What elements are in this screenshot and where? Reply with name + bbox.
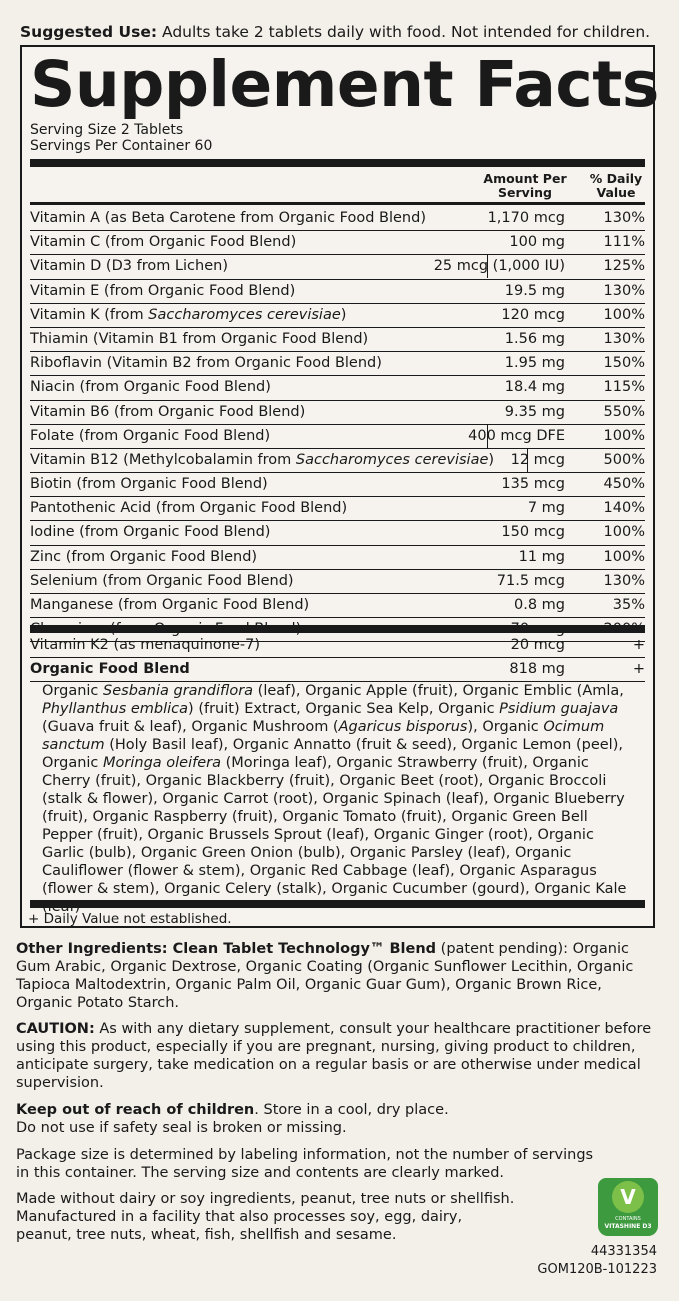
nutrient-amount: 9.35 mg <box>504 403 565 420</box>
nutrient-dv: 550% <box>603 403 645 420</box>
nutrient-table <box>30 207 645 642</box>
keep-out-of-reach <box>16 1101 656 1137</box>
additional-rows <box>30 634 645 682</box>
header-divider <box>30 202 645 205</box>
nutrient-name: Vitamin B12 (Methylcobalamin from Saccharomyces cerevisiae) <box>30 451 495 468</box>
nutrient-dv: 100% <box>603 427 645 444</box>
nutrient-dv: 125% <box>603 258 645 275</box>
nutrient-amount: 1.95 mg <box>504 355 565 372</box>
nutrient-amount: 19.5 mg <box>504 282 565 299</box>
header-dv-line1: % Daily <box>589 171 643 186</box>
other-ingredients <box>16 940 656 1012</box>
nutrient-name: Vitamin D (D3 from Lichen) <box>30 258 228 275</box>
food-blend-ingredients: Organic Sesbania grandiflora (leaf), Organic Apple (fruit), Organic Emblic (Amla, Phyllanthus emblica) (fruit) Extract, Organic Sea Kelp, Organic Psidium guajava (Guava fruit & leaf), Organic Mushroom (Agaricus bisporus), Organic Ocimum sanctum (Holy Basil leaf), Organic Annatto (fruit & seed), Organic Lemon (peel), Organic Moringa oleifera (Moringa leaf), Organic Strawberry (fruit), Organic Cherry (fruit), Organic Blackberry (fruit), Organic Beet (root), Organic Broccoli (stalk & flower), Organic Carrot (root), Organic Spinach (leaf), Organic Blueberry (fruit), Organic Raspberry (fruit), Organic Tomato (fruit), Organic Green Bell Pepper (fruit), Organic Brussels Sprout (leaf), Organic Ginger (root), Organic Garlic (bulb), Organic Green Onion (bulb), Organic Parsley (leaf), Organic Cauliflower (flower & stem), Organic Red Cabbage (leaf), Organic Asparagus (flower & stem), Organic Celery (stalk), Organic Cucumber (gourd), Organic Kale <box>42 683 627 897</box>
header-daily-value <box>585 172 647 200</box>
caution-label: CAUTION: <box>16 1021 95 1037</box>
nutrient-row <box>30 425 645 449</box>
nutrient-name: Vitamin K (from Saccharomyces cerevisiae) <box>30 306 347 323</box>
package-note: Package size is determined by labeling information, not the number of servings in this container. The serving size and contents are clearly marked. <box>16 1147 594 1181</box>
keep-out-label: Keep out of reach of children <box>16 1102 255 1118</box>
nutrient-amount: 71.5 mcg <box>496 572 565 589</box>
caution <box>16 1020 656 1092</box>
nutrient-row <box>30 401 645 425</box>
thick-divider <box>30 159 645 167</box>
nutrient-name: Zinc (from Organic Food Blend) <box>30 548 258 565</box>
nutrient-amount: 120 mcg <box>501 306 565 323</box>
nutrient-name: Vitamin K2 (as menaquinone-7) <box>30 637 261 653</box>
suggested-use-label: Suggested Use: <box>20 23 158 41</box>
nutrient-row <box>30 449 645 473</box>
suggested-use-text: Adults take 2 tablets daily with food. Not intended for children. <box>157 23 651 41</box>
servings-per-container: Servings Per Container 60 <box>30 138 213 154</box>
nutrient-row <box>30 280 645 304</box>
nutrient-name: Selenium (from Organic Food Blend) <box>30 572 294 589</box>
caution-text: As with any dietary supplement, consult your healthcare practitioner before using this product, especially if you are pregnant, nursing, giving product to children, anticipate surgery, take medication on a regular basis or are otherwise under medical supervision. <box>16 1021 652 1091</box>
product-codes <box>537 1243 657 1279</box>
nutrient-amount: 20 mcg <box>510 637 565 653</box>
upc-code: 44331354 <box>590 1244 657 1259</box>
nutrient-amount: 1,170 mcg <box>487 210 565 226</box>
nutrient-name: Biotin (from Organic Food Blend) <box>30 476 268 493</box>
suggested-use <box>20 22 670 42</box>
nutrient-dv: + <box>632 637 645 653</box>
nutrient-name: Riboflavin (Vitamin B2 from Organic Food Blend) <box>30 355 382 372</box>
nutrient-dv: 35% <box>612 597 645 613</box>
header-amount-line1: Amount Per <box>483 171 567 186</box>
supplement-facts-panel <box>20 45 659 928</box>
nutrient-row <box>30 497 645 521</box>
nutrient-row <box>30 473 645 497</box>
nutrient-row <box>30 521 645 545</box>
nutrient-row <box>30 207 645 231</box>
nutrient-name: Vitamin B6 (from Organic Food Blend) <box>30 403 306 420</box>
nutrient-amount: 1.56 mg <box>504 330 565 347</box>
nutrient-name: Folate (from Organic Food Blend) <box>30 427 271 444</box>
nutrient-row <box>30 231 645 255</box>
nutrient-amount: 0.8 mg <box>514 597 565 613</box>
serving-size: Serving Size 2 Tablets <box>30 122 184 138</box>
allergen-note: Made without dairy or soy ingredients, peanut, tree nuts or shellfish. Manufactured in a facility that also processes soy, egg, dairy, peanut, tree nuts, wheat, fish, shellfish and sesame. <box>16 1191 515 1243</box>
thick-divider-3 <box>30 900 645 908</box>
serving-info <box>30 122 212 154</box>
nutrient-dv: + <box>632 661 645 678</box>
nutrient-dv: 140% <box>603 500 645 517</box>
nutrient-name: Vitamin C (from Organic Food Blend) <box>30 234 297 251</box>
nutrient-row <box>30 546 645 570</box>
nutrient-name: Thiamin (Vitamin B1 from Organic Food Blend) <box>30 330 369 347</box>
nutrient-name: Organic Food Blend <box>30 661 190 678</box>
nutrient-amount: 818 mg <box>509 661 565 678</box>
nutrient-amount: 150 mcg <box>501 524 565 541</box>
nutrient-row <box>30 255 645 279</box>
nutrient-amount: 400 mcg DFE <box>468 427 565 444</box>
nutrient-amount: 7 mg <box>527 500 565 517</box>
nutrient-row <box>30 376 645 400</box>
nutrient-dv: 150% <box>603 355 645 372</box>
nutrient-dv: 130% <box>603 330 645 347</box>
nutrient-dv: 130% <box>603 210 645 226</box>
nutrient-dv: 100% <box>603 524 645 541</box>
safety-seal-text: Do not use if safety seal is broken or missing. <box>16 1120 347 1136</box>
nutrient-row <box>30 304 645 328</box>
nutrient-dv: 450% <box>603 476 645 493</box>
nutrient-row <box>30 352 645 376</box>
nutrient-dv: 130% <box>603 282 645 299</box>
keep-out-text: . Store in a cool, dry place. <box>254 1102 449 1118</box>
header-dv-line2: Value <box>596 185 636 200</box>
lot-code: GOM120B-101223 <box>537 1262 657 1277</box>
vitashine-badge <box>598 1178 658 1236</box>
thick-divider-2 <box>30 625 645 633</box>
nutrient-row <box>30 570 645 594</box>
nutrient-name: Niacin (from Organic Food Blend) <box>30 379 271 396</box>
header-amount-line2: Serving <box>498 185 552 200</box>
header-amount <box>465 172 585 200</box>
nutrient-dv: 115% <box>603 379 645 396</box>
other-ingredients-text: (patent pending): Organic Gum Arabic, Organic Dextrose, Organic Coating (Organic Sunflower Lecithin, Organic Tapioca Maltodextrin, Organic Palm Oil, Organic Guar Gum), Organic Brown Rice, Organic Potato Starch. <box>16 941 634 1011</box>
nutrient-dv: 500% <box>603 451 645 468</box>
badge-line2: VITASHINE D3 <box>604 1223 652 1230</box>
nutrient-row <box>30 594 645 618</box>
nutrient-name: Vitamin E (from Organic Food Blend) <box>30 282 296 299</box>
nutrient-amount: 25 mcg (1,000 IU) <box>433 258 565 275</box>
nutrient-name: Iodine (from Organic Food Blend) <box>30 524 271 541</box>
nutrient-name: Vitamin A (as Beta Carotene from Organic Food Blend) <box>30 210 426 226</box>
other-ingredients-label: Other Ingredients: Clean Tablet Technology™ Blend <box>16 941 437 957</box>
badge-letter: V <box>620 1185 636 1209</box>
nutrient-dv: 130% <box>603 572 645 589</box>
nutrient-amount: 135 mcg <box>501 476 565 493</box>
footnote: + Daily Value not established. <box>28 911 232 927</box>
nutrient-amount: 12 mcg <box>510 451 565 468</box>
nutrient-dv: 100% <box>603 306 645 323</box>
nutrient-amount: 100 mg <box>509 234 565 251</box>
nutrient-row <box>30 328 645 352</box>
nutrient-name: Pantothenic Acid (from Organic Food Blend) <box>30 500 348 517</box>
badge-line1: CONTAINS <box>615 1216 641 1222</box>
nutrient-dv: 111% <box>603 234 645 251</box>
nutrient-name: Manganese (from Organic Food Blend) <box>30 597 310 613</box>
nutrient-dv: 100% <box>603 548 645 565</box>
nutrient-amount: 11 mg <box>518 548 565 565</box>
nutrient-amount: 18.4 mg <box>504 379 565 396</box>
nutrient-row-vitamin-k2 <box>30 634 645 658</box>
panel-title: Supplement Facts <box>30 48 659 121</box>
nutrient-row-food-blend <box>30 658 645 682</box>
